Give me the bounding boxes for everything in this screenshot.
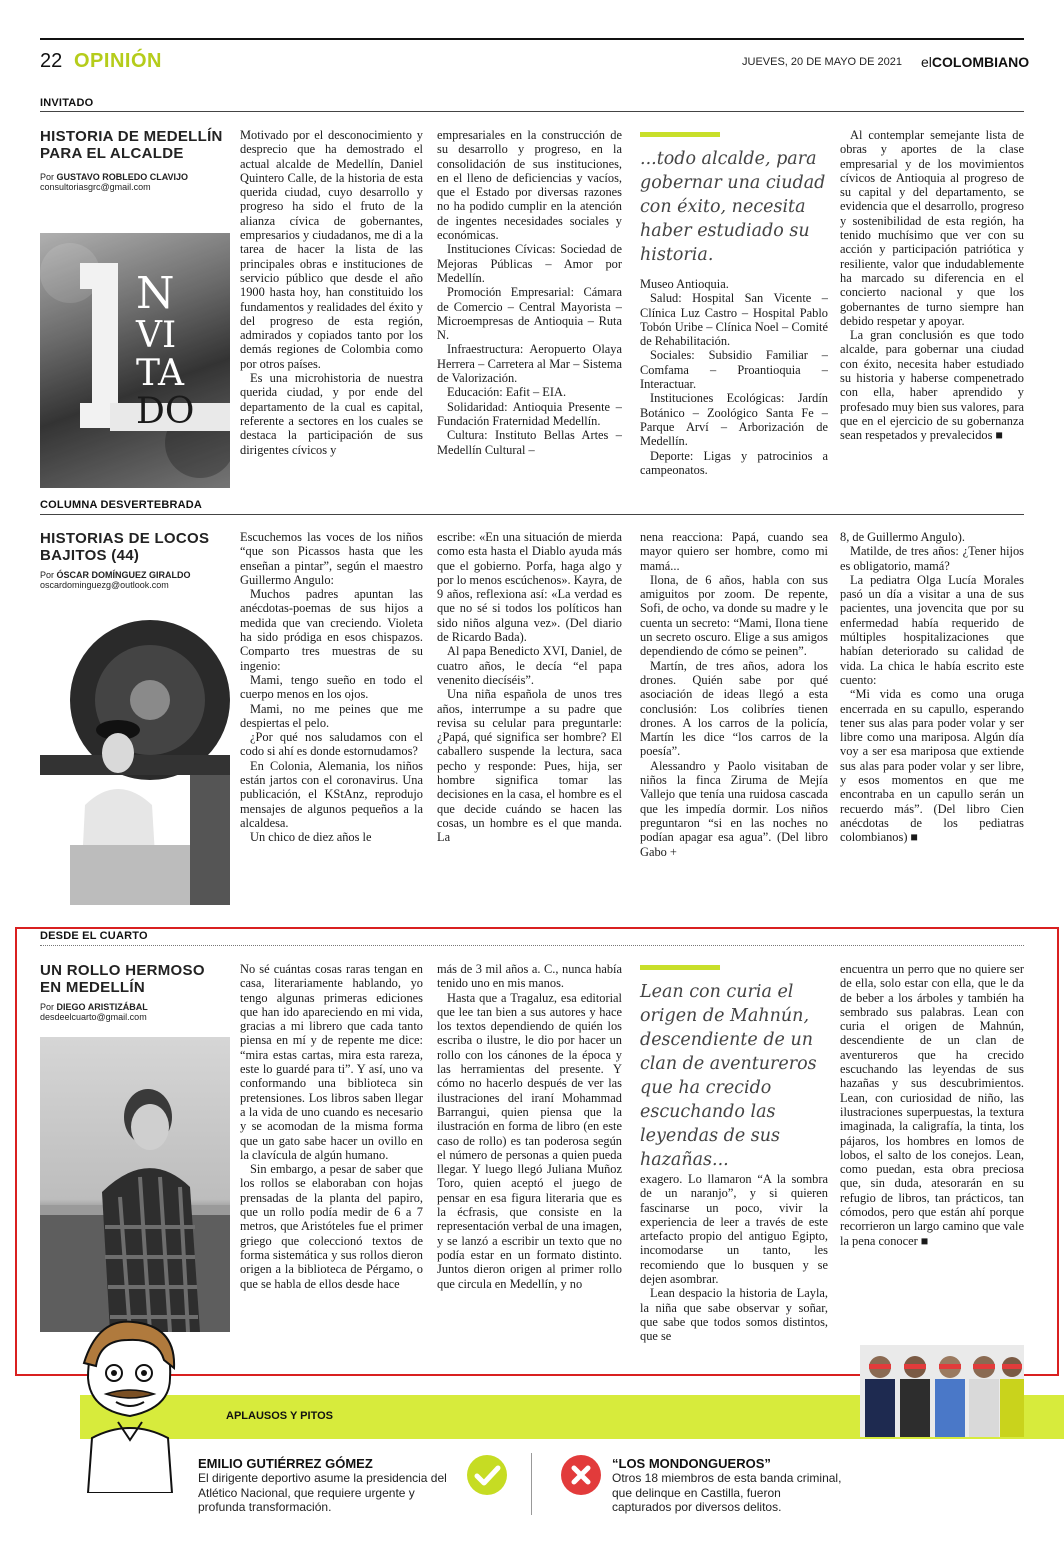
article-column: más de 3 mil años a. C., nunca había tenido uno en mis manos. Hasta que a Tragaluz, esa editorial que lee tan bien a sus autores y hace los textos dependiendo de quién los escriba o ilustre, le dio por hacer un rollo con los cánones de la época y las herramientas del presente. Y cómo no hacerlo después de ver las ilustraciones del iraní Mohammad Barrangui, quien piensa que la ilustración en forma de libro (en este caso de rollo) es tan poderosa según el número de personas a quien pueda llegar. Y luego llegó Juliana Muñoz Toro, quien aceptó el juego de pensar en esa figura literaria que es la écfrasis, que consiste en la representación verbal de una imagen, y se lanzó a escribir un texto que no podía estar en un formato distinto. Juntos dieron origen al primer rollo que circula en Medellín, y no (437, 962, 622, 1291)
pitos-text: Otros 18 miembros de esta banda criminal, que delinque en Castilla, fueron capturados por diversos delitos. (612, 1471, 842, 1514)
pullquote: ...todo alcalde, para gobernar una ciudad con éxito, necesita haber estudiado su historia. (640, 149, 826, 265)
article-column: empresariales en la construcción de su desarrollo y progreso, en la consolidación de sus instituciones, en el lleno de deficiencias y vacíos, que el Estado por diversas razones no ha podido cumplir en la atención de ingentes necesidades sociales y económicas. Instituciones Cívicas: Sociedad de Mejoras Públicas – Amor por Medellín. Promoción Empresarial: Cámara de Comercio – Central Mayorista – Microempresas de Antioquia – Ruta N. Infraestructura: Aeropuerto Olaya Herrera – Carretera al Mar – Sistema de Valorización. Educación: Eafit – EIA. Solidaridad: Antioquia Presente – Fundación Fraternidad Medellín. Cultura: Instituto Bellas Artes – Medellín Cultural – (437, 128, 622, 457)
section-label-columna: COLUMNA DESVERTEBRADA (40, 499, 203, 511)
pullquote: Lean con curia el origen de Mahnún, descendiente de un clan de aventureros que ha crecido escuchando las leyendas de sus hazañas... (640, 982, 817, 1170)
pitos-name: “LOS MONDONGUEROS” (612, 1456, 771, 1471)
section-rule (40, 111, 1024, 112)
article-column: encuentra un perro que no quiere ser de ella, solo estar con ella, que le da de beber a los árboles y también ha sembrado sus palabras. Lean con curia el origen de Mahnún, descendiente de un clan de aventureros que ha crecido escuchando las leyendas de sus hazañas y sus descubrimientos. Lean, con curiosidad de niño, las ilustraciones superpuestas, la textura imaginada, la caligrafía, la tinta, los pájaros, los hombres en lomos de lobos, el salto de los conejos. Lean, como puedan, esta obra preciosa que, sin duda, atesorarán en su refugio de libros, tan prácticos, tan cómodos, pero que están ahí porque recorrieron un largo camino que vale la pena conocer ■ (840, 962, 1024, 1248)
article-column: Escuchemos las voces de los niños “que son Picassos hasta que les enseñan a pintar”, según el maestro Guillermo Angulo: Muchos padres apuntan las anécdotas-poemas de sus hijos a medida que van creciendo. Violeta ha sido pródiga en esos chispazos. Comparto tres muestras de su ingenio: Mami, tengo sueño en todo el cuerpo menos en los ojos. Mami, no me peines que me despiertas el pelo. ¿Por qué nos saludamos con el codo si ahí es donde estornudamos? En Colonia, Alemania, los niños están jartos con el coronavirus. Una publicación, el KStAnz, reprodujo mensajes de algunos pequeños a la alcaldesa. Un chico de diez años le (240, 530, 423, 845)
article-header-invitado (40, 128, 230, 192)
article-column: 8, de Guillermo Angulo). Matilde, de tres años: ¿Tener hijos es obligatorio, mamá? La pediatra Olga Lucía Morales pasó un día a visitar a una de sus pacientes, una jovencita que por su enfermedad había requerido de múltiples hospitalizaciones que habían deteriorado su calidad de vida. La chica le había escrito este cuento: “Mi vida es como una oruga encerrada en su capullo, esperando tener sus alas para poder volar y ser libre como una mariposa. Algún día voy a ser esa mariposa que extiende sus alas para poder volar y ser libre, y esos momentos en que me encontraba en un capullo serán un recuerdo más”. (Del libro Cien anécdotas de los pediatras colombianos) ■ (840, 530, 1024, 845)
byline: Por DIEGO ARISTIZÁBAL (40, 1002, 148, 1012)
article-column: Museo Antioquia. Salud: Hospital San Vicente – Clínica Luz Castro – Hospital Pablo Tobón Uribe – Clínica Noel – Comité de Rehabilitación. Sociales: Subsidio Familiar – Comfama – Proantioquia – Interactuar. Instituciones Ecológicas: Jardín Botánico – Zoológico Santa Fe – Parque Arví – Arborización de Medellín. Deporte: Ligas y patrocinios a campeonatos. (640, 277, 828, 477)
byline: Por GUSTAVO ROBLEDO CLAVIJO (40, 172, 189, 182)
applause-name: EMILIO GUTIÉRREZ GÓMEZ (198, 1456, 373, 1471)
author-email: consultoriasgrc@gmail.com (40, 182, 151, 192)
pullquote-bar (640, 132, 720, 137)
section-rule (40, 514, 1024, 515)
cross-icon (561, 1455, 601, 1495)
applause-text: El dirigente deportivo asume la presidencia del Atlético Nacional, que requiere urgente y profunda transformación. (198, 1471, 447, 1514)
caricature-left (78, 1318, 178, 1493)
divider (531, 1453, 532, 1515)
section-label-invitado: INVITADO (40, 97, 94, 109)
page-number: 22 (40, 50, 63, 72)
invitado-logo-text: N VI TA DO (136, 268, 195, 432)
article-column: Al contemplar semejante lista de obras y aportes de la clase empresarial y de los movimientos cívicos de Antioquia al progreso de su capital y del departamento, se evidencia que el desarrollo, progreso y sostenibilidad de esta región, ha tenido muchísimo que ver con su acción y participación patriótica y resiliente, valor que indudablemente ha marcado su diferencia en el concierto nacional y que los gobernantes de turno siempre han debido respetar y apoyar. La gran conclusión es que todo alcalde, para gobernar una ciudad con éxito, necesita haber estudiado su historia y haberse compenetrado con ella, haber aprendido y profesado muy bien sus valores, para que en el ejercicio de su gobernanza sean respetados y prevalecidos ■ (840, 128, 1024, 443)
newspaper-logo: elCOLOMBIANO (921, 54, 1030, 70)
article-header-locos (40, 530, 230, 590)
aplausos-title: APLAUSOS Y PITOS (226, 1410, 333, 1422)
article-column: Motivado por el desconocimiento y desprecio que ha demostrado el actual alcalde de Medellín, Daniel Quintero Calle, de la historia de esta querida ciudad, cuyo desarrollo y progreso ha sido el fruto de la alianza cívica de gobernantes, empresarios y ciudadanos, me di a la tarea de hacer la lista de las principales obras e instituciones de servicio público que desde el año 1900 hasta hoy, han constituido los fundamentos y realidades del éxito y del progreso de esta región, admirados y copiados tanto por los demás regiones de Colombia como por otros países. Es una microhistoria de nuestra querida ciudad, y por ende del departamento de la cual es capital, referente a sectores en los cuales se destaca la participación de sus dirigentes cívicos y (240, 128, 423, 457)
invitado-logo-image (40, 233, 230, 488)
article-column: nena reacciona: Papá, cuando sea mayor quiero ser hombre, como mi mamá... Ilona, de 6 años, habla con sus amiguitos por zoom. De repente, Sofi, de ocho, va donde su madre y le cuenta un secreto: “Mami, Ilona tiene un secreto oscuro. Elige a sus amigos dependiendo de cómo se peinen”. Martín, de tres años, adora los drones. Quién sabe por qué asociación de ideas llegó a esta conclusión: Los colibríes tienen drones. A los carros de la policía, Martín les dice “los carros de la poesía”. Alessandro y Paolo visitaban de niños la finca Ziruma de Mejía Vallejo que tenía una ruidosa cascada que les impedía dormir. Los niños preguntaron “si en las noches no podían apagar esa agua”. (Del libro Gabo + (640, 530, 828, 859)
page-date: JUEVES, 20 DE MAYO DE 2021 (742, 56, 902, 68)
top-rule (40, 38, 1024, 40)
section-label-cuarto: DESDE EL CUARTO (40, 930, 148, 942)
section-name: OPINIÓN (74, 50, 162, 72)
headline: HISTORIAS DE LOCOS BAJITOS (44) (40, 530, 210, 564)
check-icon (467, 1455, 507, 1495)
headline: HISTORIA DE MEDELLÍN PARA EL ALCALDE (40, 128, 223, 162)
article-column: escribe: «En una situación de mierda como esta hasta el Diablo ayuda más que el gobierno. Porfa, haga algo y por lo menos escúchenos». Kayra, de 9 años, reflexiona así: «La verdad es que no sé si todos los políticos han sido niños alguna vez». (Del diario de Ricardo Bada). Al papa Benedicto XVI, Daniel, de cuatro años, le decía “el papa venenito diecíséis”. Una niña española de unos tres años, interrumpe a su padre que revisa su celular para preguntarle: ¿Papá, qué significa ser hombre? El caballero suspende la lectura, saca pecho y responde: Pues, hija, ser hombre significa tomar las decisiones en la casa, el hombre es el que decide cuándo se hacen las cosas, un hombre es el que manda. La (437, 530, 622, 845)
headline: UN ROLLO HERMOSO EN MEDELLÍN (40, 962, 205, 996)
author-photo (40, 605, 230, 905)
mugshots-image (860, 1345, 1024, 1437)
highlight-box (15, 927, 1059, 1376)
author-email: oscardominguezg@outlook.com (40, 580, 169, 590)
author-email: desdeelcuarto@gmail.com (40, 1012, 147, 1022)
byline: Por ÓSCAR DOMÍNGUEZ GIRALDO (40, 570, 191, 580)
article-column: No sé cuántas cosas raras tengan en casa, literariamente hablando, yo tengo algunas primeras ediciones que han ido apareciendo en mi vida, gracias a mi librero que cada tanto piensa en mí y de repente me dice: “mira estas cartas, mira esta rareza, este lo guardé para ti”. Y así, uno va conformando una biblioteca sin pretensiones. Los libros saben llegar a la vida de uno cuando es necesario y se acomodan de la misma forma que un gato sabe hacer un ovillo en la clavícula de algún humano. Sin embargo, a pesar de saber que los rollos se elaboraban con hojas prensadas de la planta del papiro, que un rollo podía medir de 6 a 7 metros, que Aristóteles fue el primer griego que coleccionó textos de forma sistemática y sus rollos dieron origen a la biblioteca de Pérgamo, o que se habla de ellos desde hace (240, 962, 423, 1291)
article-column: exagero. Lo llamaron “A la sombra de un naranjo”, y si quieren fascinarse un poco, vivir la experiencia de leer a través de este artefacto propio del antiguo Egipto, incomodarse un tanto, les recomiendo que lo busquen y se dejen asombrar. Lean despacio la historia de Layla, la niña que sabe observar y soñar, que sabe que todos somos distintos, que se (640, 1172, 828, 1344)
